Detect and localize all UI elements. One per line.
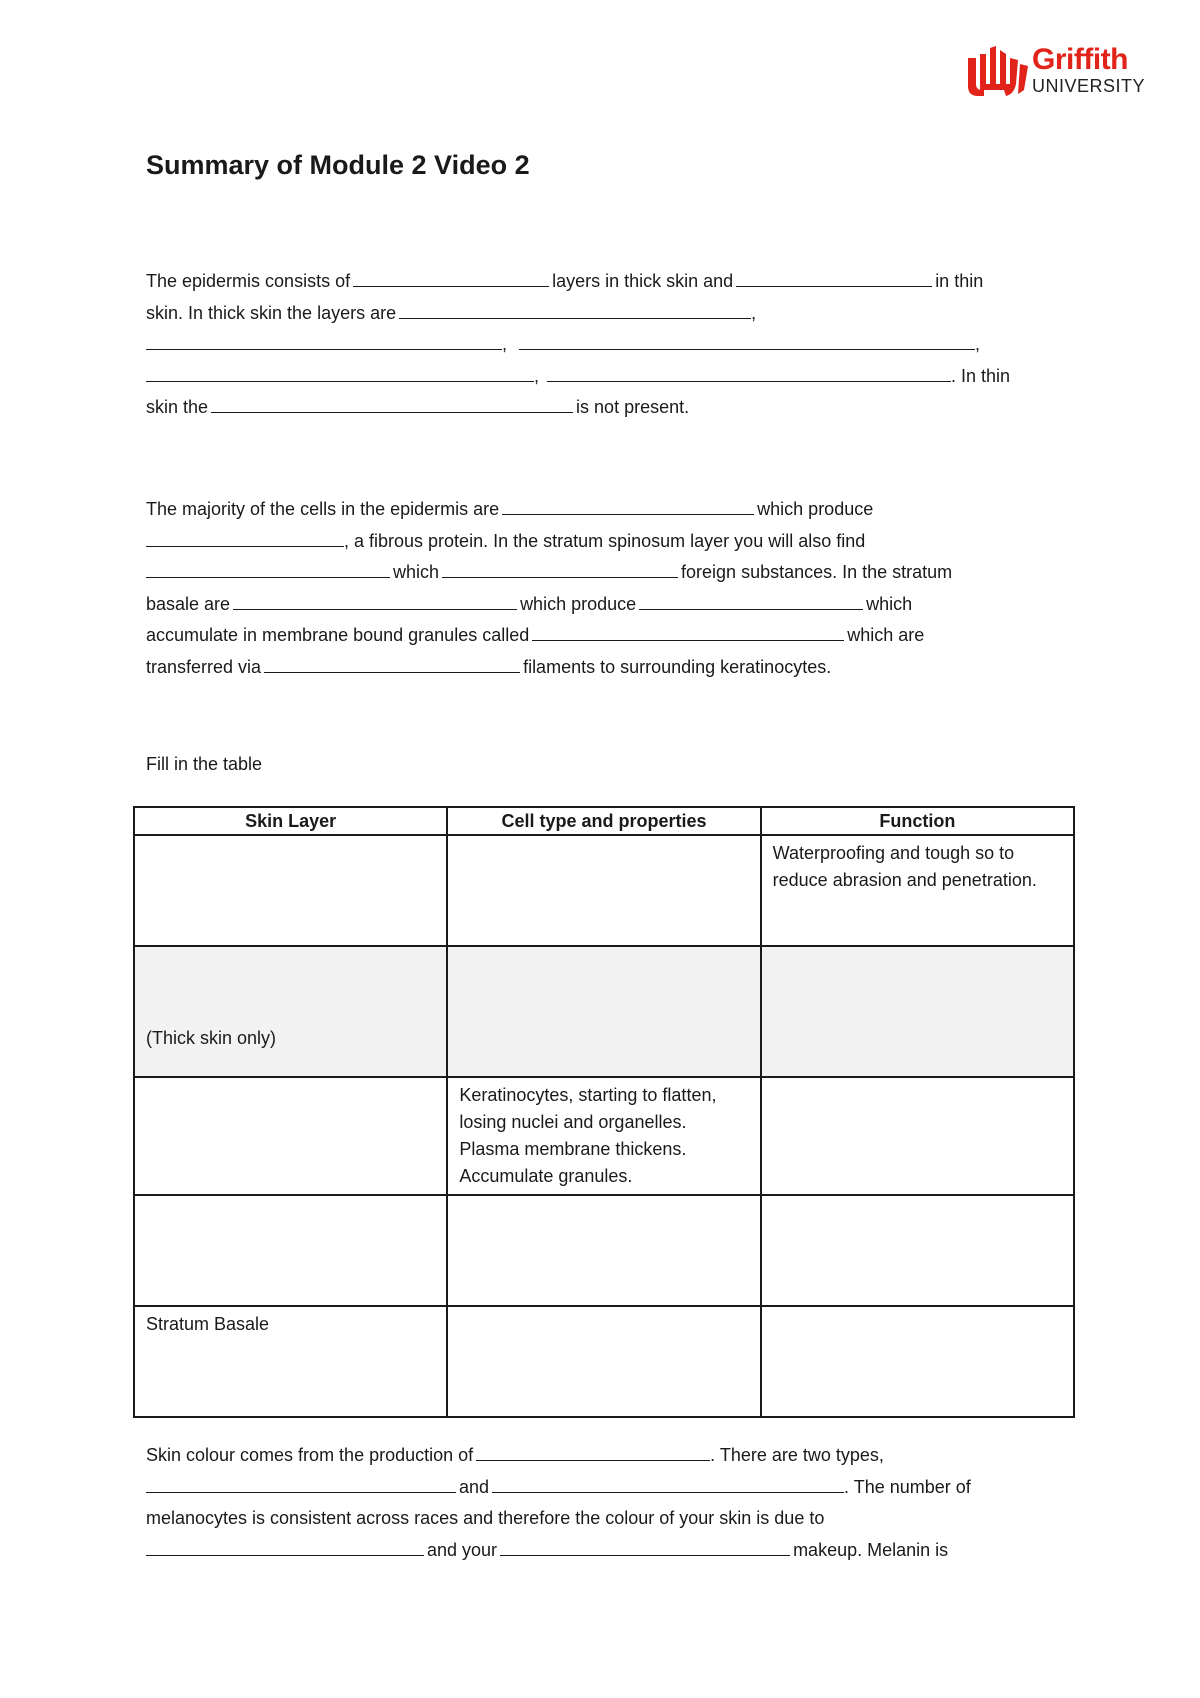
text: , <box>751 302 757 323</box>
table-cell[interactable] <box>447 1306 760 1417</box>
text: and your <box>427 1539 498 1560</box>
text: which <box>393 562 440 582</box>
table-row <box>134 1306 1074 1417</box>
table-cell[interactable] <box>447 835 760 946</box>
text: foreign substances. In the stratum <box>681 562 953 582</box>
text: which <box>866 593 913 614</box>
column-header: Function <box>761 807 1074 835</box>
text: which produce <box>757 499 874 519</box>
text: skin the <box>146 397 209 417</box>
table-cell[interactable] <box>761 1077 1074 1195</box>
blank-line[interactable] <box>233 591 517 610</box>
table-row <box>134 1195 1074 1306</box>
text: accumulate in membrane bound granules called <box>146 625 530 645</box>
table-cell[interactable] <box>134 946 447 1077</box>
blank-line[interactable] <box>532 622 844 641</box>
column-header: Skin Layer <box>134 807 447 835</box>
text: , <box>534 365 540 386</box>
table-row <box>134 946 1074 1077</box>
text: , a fibrous protein. In the stratum spinosum layer you will also find <box>344 530 866 551</box>
blank-line[interactable] <box>547 363 951 382</box>
text: melanocytes is consistent across races and therefore the colour of your skin is due to <box>146 1508 825 1528</box>
logo-wordmark: Griffith <box>1032 43 1128 76</box>
text: makeup. Melanin is <box>793 1539 949 1560</box>
column-header: Cell type and properties <box>447 807 760 835</box>
text: skin. In thick skin the layers are <box>146 302 397 323</box>
blank-line[interactable] <box>399 300 751 319</box>
blank-line[interactable] <box>146 1537 424 1556</box>
table-cell[interactable] <box>761 1195 1074 1306</box>
table-instruction: Fill in the table <box>146 754 263 774</box>
blank-line[interactable] <box>146 331 502 350</box>
blank-line[interactable] <box>146 363 534 382</box>
text: , <box>975 334 981 354</box>
blank-line[interactable] <box>492 1474 844 1493</box>
table-header-row <box>134 807 1074 835</box>
text: The epidermis consists of <box>146 271 351 291</box>
table-cell[interactable] <box>134 835 447 946</box>
cells-paragraph <box>146 494 1076 683</box>
text: Skin colour comes from the production of <box>146 1445 474 1465</box>
blank-line[interactable] <box>476 1442 710 1461</box>
table-cell[interactable]: Waterproofing and tough so to reduce abrasion and penetration. <box>761 835 1074 946</box>
table-cell[interactable]: Stratum Basale <box>134 1306 447 1417</box>
table-cell[interactable]: Keratinocytes, starting to flatten, losing nuclei and organelles. Plasma membrane thickens. Accumulate granules. <box>447 1077 760 1195</box>
blank-line[interactable] <box>146 1474 456 1493</box>
blank-line[interactable] <box>639 591 863 610</box>
text: basale are <box>146 593 231 614</box>
blank-line[interactable] <box>146 528 344 547</box>
text: layers in thick skin and <box>552 271 734 291</box>
logo-subtitle: UNIVERSITY <box>1032 76 1146 96</box>
logo-flame-icon <box>966 44 1030 96</box>
table-cell[interactable] <box>134 1195 447 1306</box>
cell-text: (Thick skin only) <box>146 1028 277 1048</box>
text: in thin <box>935 271 984 291</box>
text: . The number of <box>844 1476 971 1497</box>
text: which are <box>847 625 925 645</box>
table-cell[interactable] <box>761 1306 1074 1417</box>
skin-colour-paragraph <box>146 1440 1076 1566</box>
text: The majority of the cells in the epidermis are <box>146 499 500 519</box>
blank-line[interactable] <box>264 654 520 673</box>
university-logo <box>966 44 1152 100</box>
blank-line[interactable] <box>353 268 549 287</box>
blank-line[interactable] <box>500 1537 790 1556</box>
table-row <box>134 835 1074 946</box>
table-cell[interactable] <box>134 1077 447 1195</box>
text: . There are two types, <box>710 1445 884 1465</box>
table-cell[interactable] <box>447 946 760 1077</box>
text: filaments to surrounding keratinocytes. <box>523 656 832 677</box>
table-row <box>134 1077 1074 1195</box>
blank-line[interactable] <box>211 394 573 413</box>
table-cell[interactable] <box>447 1195 760 1306</box>
page-title: Summary of Module 2 Video 2 <box>146 150 530 180</box>
blank-line[interactable] <box>502 496 754 515</box>
blank-line[interactable] <box>736 268 932 287</box>
text: transferred via <box>146 656 262 677</box>
text: is not present. <box>576 397 690 417</box>
epidermis-paragraph <box>146 266 1076 424</box>
text: . In thin <box>951 365 1011 386</box>
text: which produce <box>520 593 637 614</box>
table-cell[interactable] <box>761 946 1074 1077</box>
blank-line[interactable] <box>146 559 390 578</box>
text: , <box>502 334 508 354</box>
blank-line[interactable] <box>442 559 678 578</box>
skin-layer-table <box>133 806 1075 1418</box>
blank-line[interactable] <box>519 331 975 350</box>
text: and <box>459 1476 490 1497</box>
